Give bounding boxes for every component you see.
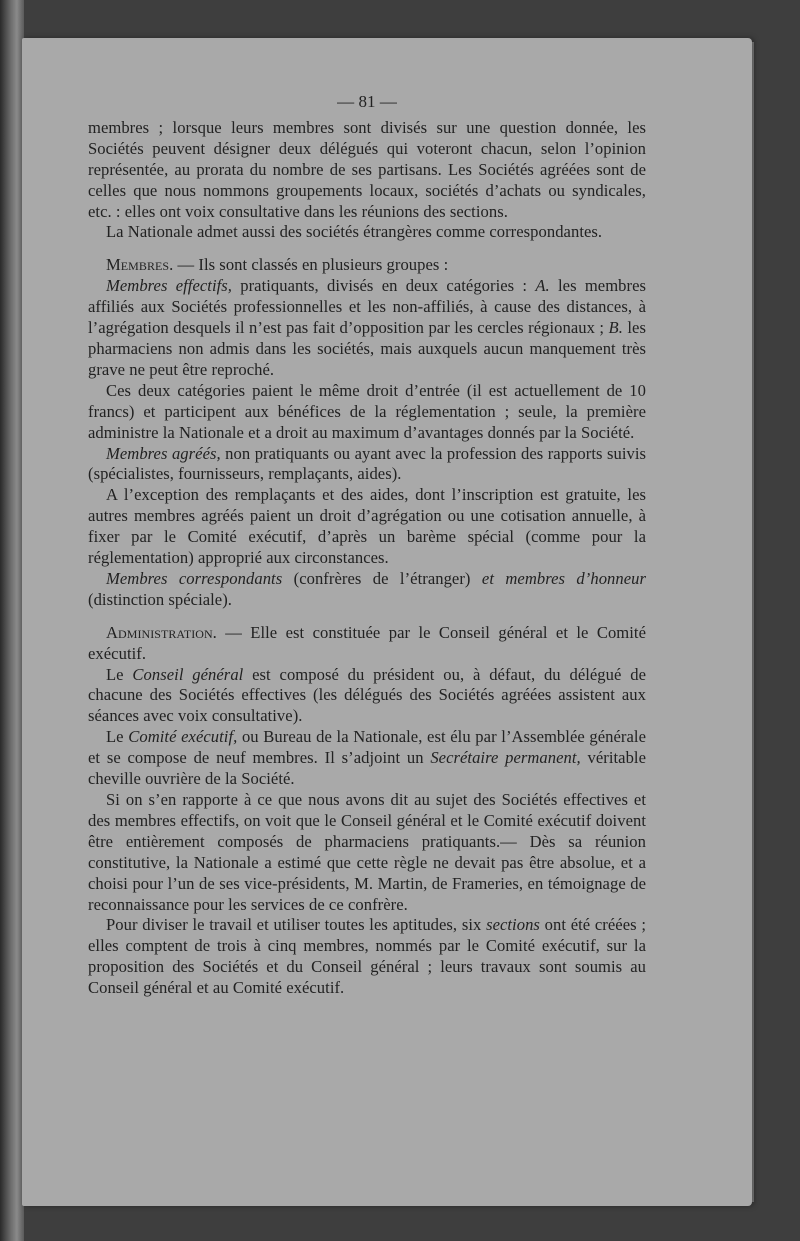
paragraph-exception: A l’exception des remplaçants et des aides, dont l’inscription est gratuite, les autres membres agréés paient un droit d’agrégation ou une cotisation annuelle, à fixer par le Comité exécutif, d’après un barème spécial (comme pour la réglementation) approprié aux circonstances. — [88, 485, 646, 568]
section-heading-administration: Administration. — [106, 622, 217, 642]
paragraph-membres-correspondants: Membres correspondants (confrères de l’étranger) et membres d’honneur (distinction spéciale). — [88, 568, 647, 609]
section-heading-membres: Membres. — [106, 255, 174, 275]
paragraph-membres-effectifs: Membres effectifs, pratiquants, divisés en deux catégories : A. les membres affiliés aux Sociétés professionnelles et les non-affiliés, à cause des distances, à l’agrégation desquels il n’est pas fait d’opposition par les cercles régionaux ; B. les pharmaciens non admis dans les sociétés, mais auxquels aucun manquement très grave ne peut être reproché. — [88, 276, 647, 379]
section-administration: Administration. — Elle est constituée par le Conseil général et le Comité exécutif. — [88, 622, 646, 663]
book-spine — [0, 0, 24, 1241]
page-text — [88, 92, 646, 999]
paragraph-continuation: membres ; lorsque leurs membres sont divisés sur une question donnée, les Sociétés peuvent désigner deux délégués qui voteront chacun, selon l’opinion représentée, au prorata du nombre de ses partisans. Les Sociétés agréées sont de celles que nous nommons groupements locaux, sociétés d’achats ou syndicales, etc. : elles ont voix consultative dans les réunions des sections. — [88, 117, 646, 221]
paragraph-categories: Ces deux catégories paient le même droit d’entrée (il est actuellement de 10 francs) et participent aux bénéfices de la réglementation ; seule, la première administre la Nationale et a droit au maximum d’avantages donnés par la Société. — [88, 380, 646, 442]
paragraph-membres-agrees: Membres agréés, non pratiquants ou ayant avec la profession des rapports suivis (spécialistes, fournisseurs, remplaçants, aides). — [88, 443, 647, 484]
paragraph-sections: Pour diviser le travail et utiliser toutes les aptitudes, six sections ont été créées ; elles comptent de trois à cinq membres, nommés par le Comité exécutif, sur la proposition des Sociétés et du Conseil général ; leurs travaux sont soumis au Conseil général et au Comité exécutif. — [88, 915, 646, 998]
paragraph-conseil-general: Le Conseil général est composé du président ou, à défaut, du délégué de chacune des Sociétés effectives (les délégués des Sociétés agréées assistent aux séances avec voix consultative). — [88, 664, 646, 726]
paragraph-foreign-societies: La Nationale admet aussi des sociétés étrangères comme correspondantes. — [106, 222, 603, 242]
paragraph-comite-executif: Le Comité exécutif, ou Bureau de la Nationale, est élu par l’Assemblée générale et se compose de neuf membres. Il s’adjoint un Secrétaire permanent, véritable cheville ouvrière de la Société. — [88, 727, 646, 789]
paragraph-pharmaciens-pratiquants: Si on s’en rapporte à ce que nous avons dit au sujet des Sociétés effectives et des membres effectifs, on voit que le Conseil général et le Comité exécutif doivent être entièrement composés de pharmaciens pratiquants.— Dès sa réunion constitutive, la Nationale a estimé que cette règle ne devait pas être absolue, et a choisi pour l’un de ses vice-présidents, M. Martin, de Frameries, en témoignage de reconnaissance pour les services de ce confrère. — [88, 790, 646, 914]
page-number: — 81 — — [337, 92, 397, 111]
section-membres: Membres. — Ils sont classés en plusieurs groupes : — [106, 255, 449, 275]
